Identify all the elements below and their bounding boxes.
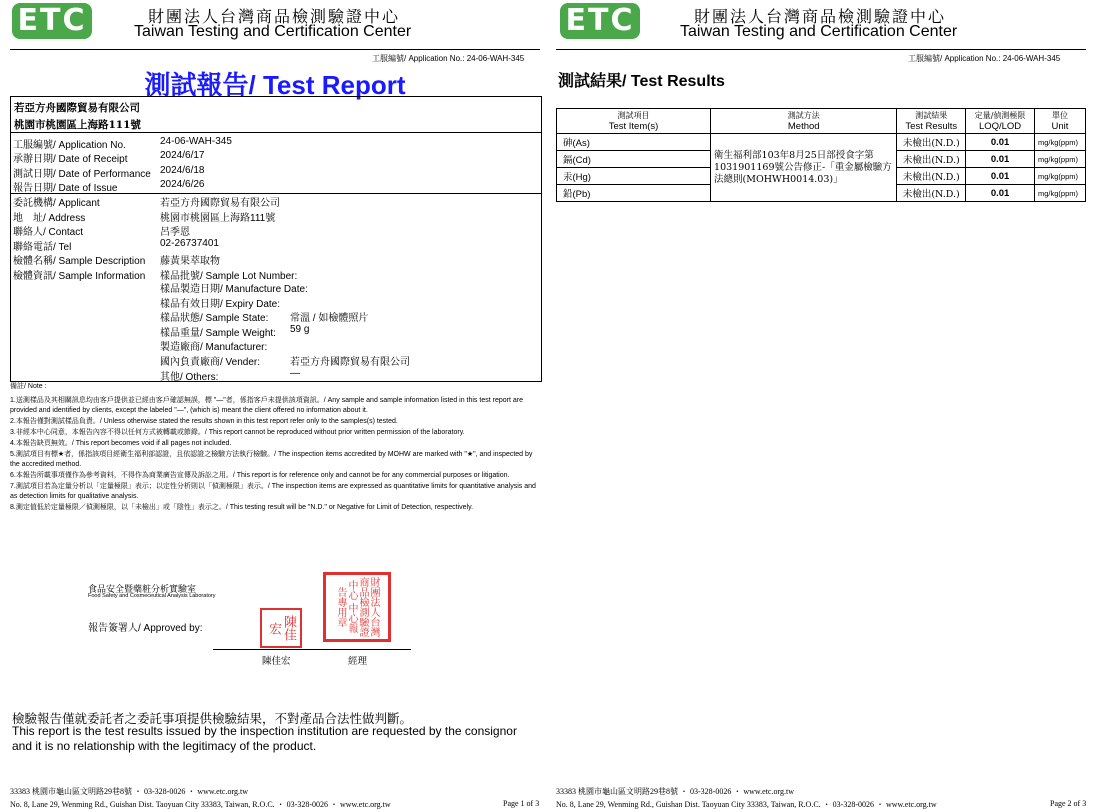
field-value: 常溫 / 如檢體照片 xyxy=(290,313,369,325)
notes-list xyxy=(10,396,540,514)
approved-by-label: 報告簽署人/ Approved by: xyxy=(88,623,203,634)
header-loq-lod: 定量/偵測極限 LOQ/LOD xyxy=(966,109,1035,134)
unit-cell: mg/kg(ppm) xyxy=(1034,134,1085,151)
info-row xyxy=(13,164,205,180)
note-item: 1.送測樣品及其相關訊息均由客戶提供並已經由客戶確認無誤，標 "—"者，係指客戶未提供該項資訊。/ Any sample and sample information listed in this test report are provided and identified by clients, except the labeled "—", (which is) meant the client offered no information about it. xyxy=(10,397,523,414)
info-row xyxy=(13,136,232,151)
unit-cell: mg/kg(ppm) xyxy=(1034,168,1085,185)
field-label: 檢體名稱/ Sample Description xyxy=(13,256,146,267)
application-no-line: 工服編號/ Application No.: 24-06-WAH-345 xyxy=(908,54,1061,63)
disclaimer-zh: 檢驗報告僅就委託者之委託事項提供檢驗結果，不對產品合法性做判斷。 xyxy=(12,711,413,726)
sample-info-row xyxy=(160,309,369,325)
field-label: 國內負責廠商/ Vender: xyxy=(160,357,261,368)
field-label: 工服編號/ Application No. xyxy=(13,140,126,151)
header-test-item: 測試項目 Test Item(s) xyxy=(557,109,711,134)
method-cell: 衛生福利部103年8月25日部授食字第1031901169號公告修正-「重金屬檢驗方法總則(MOHWH0014.03)」 xyxy=(711,134,897,202)
note-item: 5.測試項目有標★者，係指該項目經衛生福利部認證，且依認證之檢驗方法執行檢驗。/ The inspection items accredited by MOHW are marked with "★", and inspected by the accredited method. xyxy=(10,451,533,468)
field-label: 其他/ Others: xyxy=(160,371,219,383)
header-method: 測試方法 Method xyxy=(711,109,897,134)
unit-cell: mg/kg(ppm) xyxy=(1034,151,1085,168)
etc-logo: ETC xyxy=(560,3,640,39)
field-label: 承辦日期/ Date of Receipt xyxy=(13,154,128,166)
applicant-row xyxy=(13,223,190,238)
field-label: 委託機構/ Applicant xyxy=(13,198,100,209)
field-value: 樣品批號/ Sample Lot Number: xyxy=(160,270,298,282)
item-cell: 砷(As) xyxy=(557,134,711,151)
page-number: Page 1 of 3 xyxy=(503,799,540,808)
field-label: 樣品重量/ Sample Weight: xyxy=(160,327,276,339)
results-table xyxy=(556,108,1086,202)
signer-title: 經理 xyxy=(348,656,368,667)
lab-name-en: Food Safety and Cosmeceutical Analysis Laboratory xyxy=(88,593,216,599)
field-value: — xyxy=(290,367,300,379)
field-value: 藤黃果萃取物 xyxy=(160,256,220,267)
divider xyxy=(10,132,542,133)
footer-address-zh: 33383 桃園市龜山區文明路29巷8號 ・ 03-328-0026 ・ www.etc.org.tw xyxy=(556,787,794,796)
results-header-row xyxy=(557,109,1086,134)
sample-info-row xyxy=(160,323,310,339)
official-seal: 財團法人台灣商品檢測驗證中心 中心報告專用章 xyxy=(323,572,391,642)
applicant-row xyxy=(13,252,220,267)
field-label: 樣品製造日期/ Manufacture Date: xyxy=(160,284,308,295)
applicant-row xyxy=(13,194,280,209)
loq-cell: 0.01 xyxy=(966,151,1035,168)
note-item: 7.測試項目若為定量分析以「定量極限」表示；以定性分析則以「偵測極限」表示。/ The inspection items are expressed as quantitative limits for quantitative analysis and as detection limits for qualitative analysis. xyxy=(10,483,536,500)
org-name-en: Taiwan Testing and Certification Center xyxy=(134,23,412,40)
sample-info-row xyxy=(160,280,308,295)
field-value: 桃園市桃園區上海路111號 xyxy=(160,212,276,224)
footer-address-en: No. 8, Lane 29, Wenming Rd., Guishan Dist. Taoyuan City 33383, Taiwan, R.O.C. ・ 03-328-0026 ・ www.etc.org.tw xyxy=(10,800,391,809)
info-row xyxy=(13,150,205,166)
lab-name-zh: 食品安全暨藥粧分析實驗室 xyxy=(88,585,197,595)
application-no-line: 工服編號/ Application No.: 24-06-WAH-345 xyxy=(372,54,525,63)
signer-stamp: 陳佳宏 xyxy=(260,608,302,648)
item-cell: 汞(Hg) xyxy=(557,168,711,185)
note-item: 8.測定值低於定量極限／偵測極限，以「未檢出」或「陰性」表示之。/ This testing result will be "N.D." or Negative for Limit of Detection, respectively. xyxy=(10,504,474,511)
header-unit: 單位 Unit xyxy=(1034,109,1085,134)
item-cell: 鎘(Cd) xyxy=(557,151,711,168)
client-address: 桃園市桃園區上海路111號 xyxy=(14,119,141,131)
sample-info-row xyxy=(160,338,267,353)
unit-cell: mg/kg(ppm) xyxy=(1034,185,1085,202)
field-value: 24-06-WAH-345 xyxy=(160,136,232,147)
field-label: 聯絡電話/ Tel xyxy=(13,241,72,253)
field-label: 報告日期/ Date of Issue xyxy=(13,182,118,194)
info-row xyxy=(13,178,205,194)
field-label: 聯絡人/ Contact xyxy=(13,227,84,238)
applicant-row xyxy=(13,267,298,282)
footer-address-en: No. 8, Lane 29, Wenming Rd., Guishan Dist. Taoyuan City 33383, Taiwan, R.O.C. ・ 03-328-0026 ・ www.etc.org.tw xyxy=(556,800,937,809)
sample-info-row xyxy=(160,367,300,383)
note-item: 6.本報告所載事項僅作為參考資料，不得作為商業廣告宣傳及訴訟之用。/ This report is for reference only and cannot be for any commercial purposes or litigation. xyxy=(10,472,510,479)
field-label: 地 址/ Address xyxy=(13,212,86,224)
result-cell: 未檢出(N.D.) xyxy=(897,151,966,168)
sample-info-row xyxy=(160,295,280,310)
applicant-row xyxy=(13,237,219,253)
field-value: 2024/6/18 xyxy=(160,164,205,176)
field-value: 若亞方舟國際貿易有限公司 xyxy=(160,198,280,209)
table-row xyxy=(557,134,1086,151)
org-name-en: Taiwan Testing and Certification Center xyxy=(680,23,958,40)
field-label: 樣品狀態/ Sample State: xyxy=(160,313,269,325)
header-rule xyxy=(10,49,540,50)
field-label: 檢體資訊/ Sample Information xyxy=(13,270,146,282)
org-name-zh: 財團法人台灣商品檢測驗證中心 xyxy=(148,7,401,26)
result-cell: 未檢出(N.D.) xyxy=(897,134,966,151)
client-name: 若亞方舟國際貿易有限公司 xyxy=(14,102,140,114)
applicant-row xyxy=(13,209,276,224)
disclaimer-en-2: and it is no relationship with the legitimacy of the product. xyxy=(12,739,317,753)
note-item: 3.非經本中心同意，本報告內容不得以任何方式被轉載或節錄。/ This report cannot be reproduced without prior written permission of the laboratory. xyxy=(10,429,465,436)
footer-address-zh: 33383 桃園市龜山區文明路29巷8號 ・ 03-328-0026 ・ www.etc.org.tw xyxy=(10,787,248,796)
field-label: 製造廠商/ Manufacturer: xyxy=(160,342,268,354)
loq-cell: 0.01 xyxy=(966,185,1035,202)
loq-cell: 0.01 xyxy=(966,134,1035,151)
signature-line xyxy=(213,649,411,650)
field-value: 若亞方舟國際貿易有限公司 xyxy=(290,357,410,368)
sample-info-row xyxy=(160,353,410,368)
field-value: 2024/6/26 xyxy=(160,178,205,190)
etc-logo: ETC xyxy=(12,3,92,39)
disclaimer-en-1: This report is the test results issued by the inspection institution are requested by the consignor xyxy=(12,724,517,738)
field-value: 2024/6/17 xyxy=(160,150,205,162)
note-title: 備註/ Note : xyxy=(10,383,47,390)
note-item: 4.本報告缺頁無效。/ This report becomes void if all pages not included. xyxy=(10,440,232,447)
report-title: 測試報告/ Test Report xyxy=(144,70,406,101)
org-name-zh: 財團法人台灣商品檢測驗證中心 xyxy=(694,7,947,26)
result-cell: 未檢出(N.D.) xyxy=(897,185,966,202)
page-number: Page 2 of 3 xyxy=(1050,799,1087,808)
signer-name: 陳佳宏 xyxy=(262,656,291,667)
field-value: 呂季恩 xyxy=(160,227,190,238)
note-item: 2.本報告僅對測試樣品負責。/ Unless otherwise stated the results shown in this test report refer only to the samples(s) tested. xyxy=(10,418,398,425)
item-cell: 鉛(Pb) xyxy=(557,185,711,202)
field-value: 59 g xyxy=(290,323,310,335)
field-value: 02-26737401 xyxy=(160,237,219,249)
header-test-results: 測試結果 Test Results xyxy=(897,109,966,134)
field-label: 測試日期/ Date of Performance xyxy=(13,168,151,180)
loq-cell: 0.01 xyxy=(966,168,1035,185)
header-rule xyxy=(556,49,1086,50)
result-cell: 未檢出(N.D.) xyxy=(897,168,966,185)
results-title: 測試結果/ Test Results xyxy=(558,71,725,90)
field-label: 樣品有效日期/ Expiry Date: xyxy=(160,298,281,310)
